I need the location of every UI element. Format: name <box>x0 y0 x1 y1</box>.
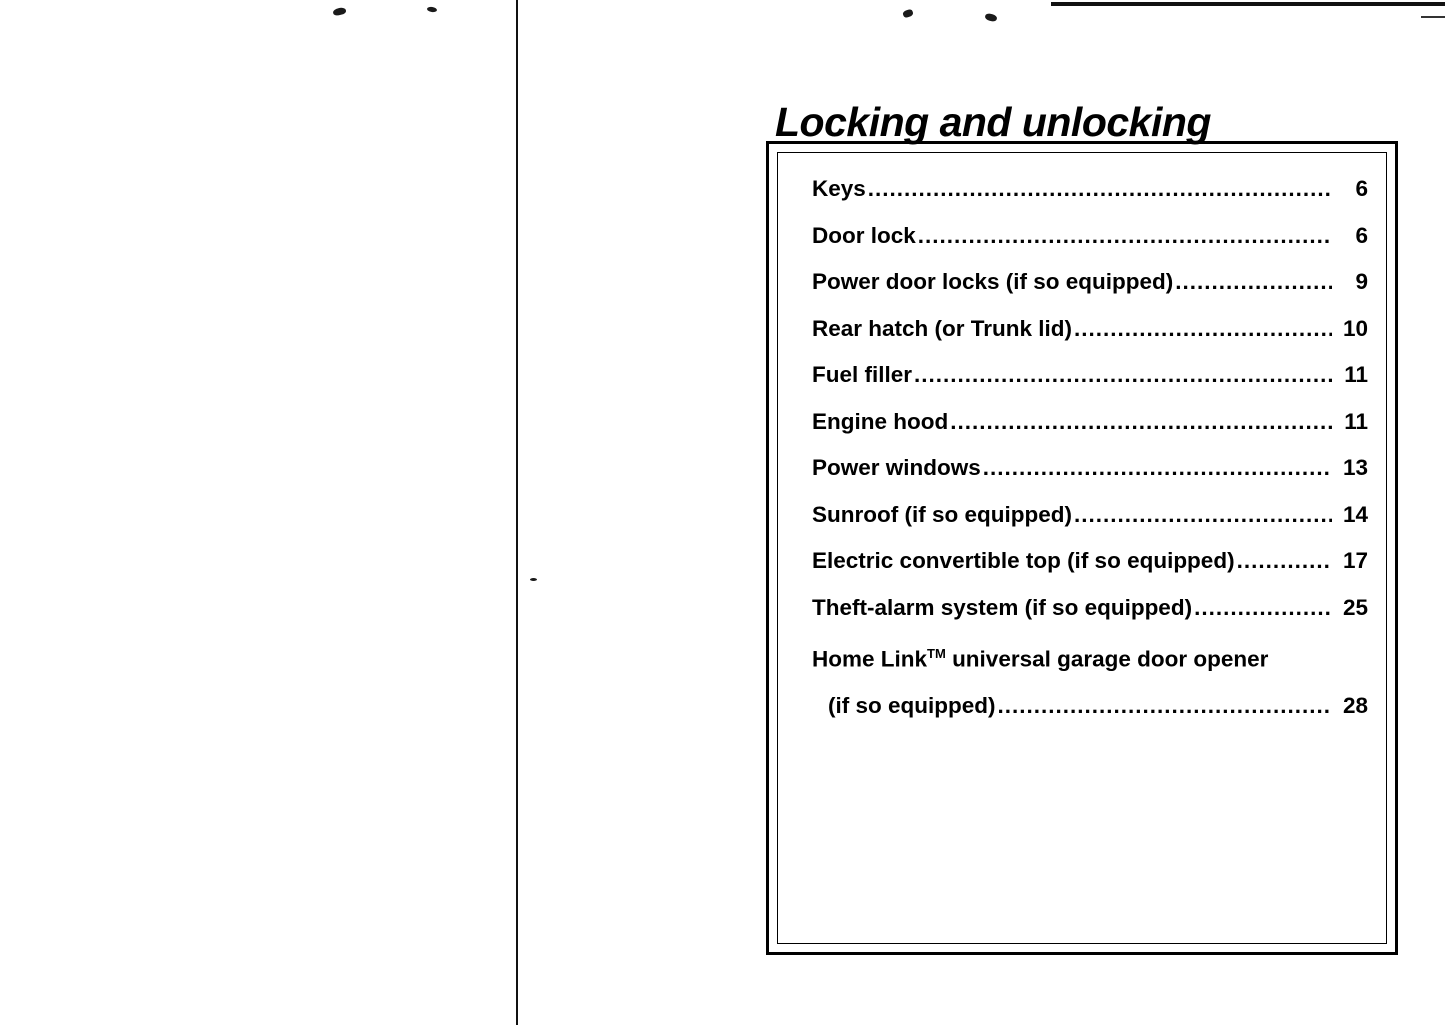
toc-entry[interactable] <box>812 492 1368 539</box>
toc-entry[interactable] <box>812 166 1368 213</box>
top-edge-rule <box>1051 2 1445 6</box>
toc-entry-page-number: 10 <box>1342 315 1368 341</box>
toc-entry-label: Electric convertible top (if so equipped) <box>812 548 1235 573</box>
toc-entry-page-number: 6 <box>1355 176 1368 201</box>
toc-entry[interactable] <box>812 683 1368 730</box>
toc-entry[interactable] <box>812 445 1368 492</box>
toc-leader-dots <box>1237 538 1332 585</box>
toc-entry[interactable] <box>812 213 1368 260</box>
toc-entry-label: Theft-alarm system (if so equipped) <box>812 594 1193 620</box>
toc-entry-label: Door lock <box>812 222 916 248</box>
top-edge-rule-secondary <box>1421 16 1445 18</box>
toc-entry[interactable] <box>812 538 1368 585</box>
toc-entry[interactable] <box>812 631 1368 683</box>
toc-leader-dots <box>868 166 1332 213</box>
toc-entry[interactable] <box>812 585 1368 632</box>
page-fold-line <box>516 0 518 1025</box>
toc-entry[interactable] <box>812 399 1368 446</box>
scan-speck-icon <box>902 9 914 19</box>
toc-leader-dots <box>1074 492 1332 539</box>
trademark-mark: TM <box>927 646 946 661</box>
toc-entry-page-number: 9 <box>1355 269 1368 294</box>
toc-entry-page-number: 14 <box>1342 501 1368 527</box>
toc-entry-page-number: 11 <box>1344 408 1368 434</box>
toc-entry-label: Power windows <box>812 455 981 480</box>
toc-entry-page-number: 11 <box>1344 362 1368 387</box>
table-of-contents <box>812 166 1368 730</box>
toc-leader-dots <box>950 399 1332 446</box>
toc-entry-label: Engine hood <box>812 408 949 434</box>
toc-entry-page-number: 25 <box>1342 594 1368 620</box>
toc-entry[interactable] <box>812 306 1368 353</box>
page-title: Locking and unlocking <box>775 99 1211 146</box>
scan-speck-icon <box>530 578 537 581</box>
scan-speck-icon <box>427 6 438 12</box>
toc-entry[interactable] <box>812 259 1368 306</box>
toc-leader-dots <box>983 445 1332 492</box>
toc-entry-label: Keys <box>812 176 866 201</box>
toc-leader-dots <box>998 683 1333 730</box>
toc-entry-page-number: 28 <box>1342 693 1368 718</box>
toc-entry-page-number: 13 <box>1342 455 1368 480</box>
toc-entry-label: Rear hatch (or Trunk lid) <box>812 315 1073 341</box>
toc-entry-label: Sunroof (if so equipped) <box>812 501 1072 527</box>
toc-entry[interactable] <box>812 352 1368 399</box>
toc-leader-dots <box>1175 259 1332 306</box>
toc-entry-label: Power door locks (if so equipped) <box>812 269 1174 294</box>
toc-leader-dots <box>1074 306 1332 353</box>
scan-speck-icon <box>332 7 346 17</box>
toc-entry-label: Fuel filler <box>812 362 913 387</box>
scan-speck-icon <box>984 13 997 23</box>
toc-leader-dots <box>914 352 1332 399</box>
toc-entry-page-number: 6 <box>1355 222 1368 248</box>
toc-entry-label: Home Link™ universal garage door opener <box>812 646 1269 672</box>
toc-leader-dots <box>1194 585 1332 632</box>
toc-entry-label: (if so equipped) <box>828 693 996 718</box>
toc-entry-page-number: 17 <box>1342 548 1368 573</box>
toc-leader-dots <box>918 213 1332 260</box>
